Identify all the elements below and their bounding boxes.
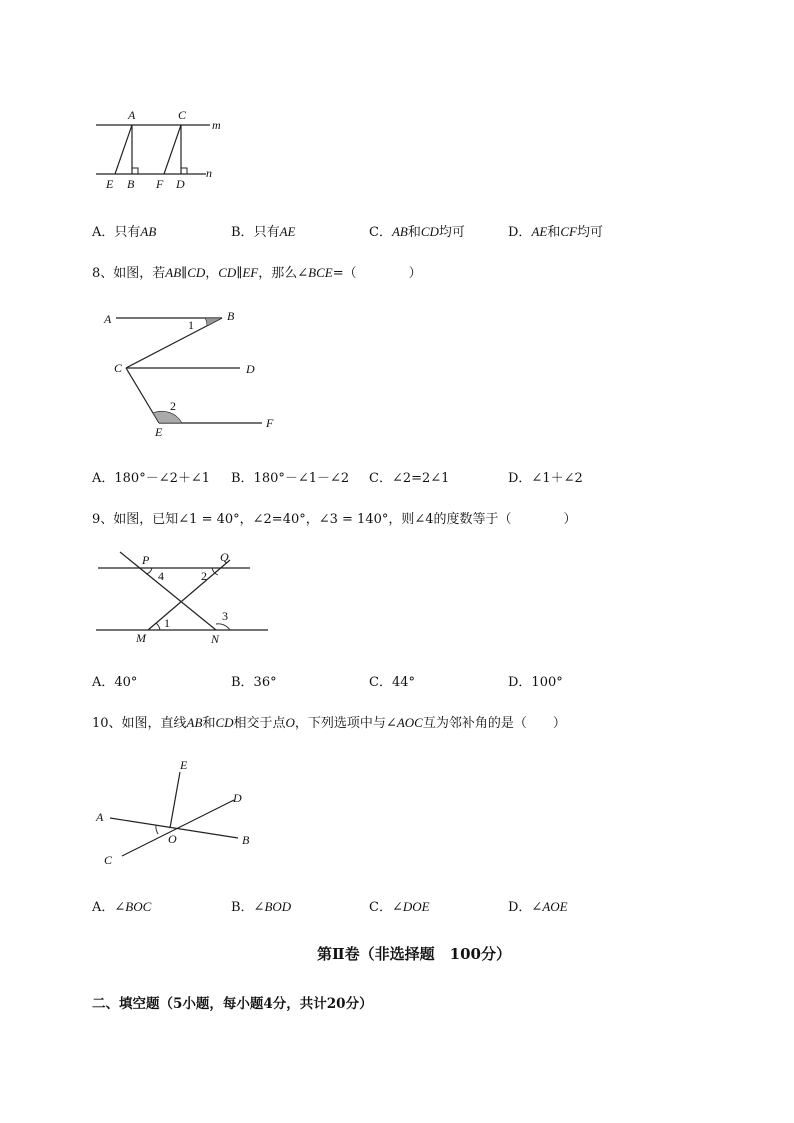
label-C: C — [178, 108, 187, 122]
label-angle-1: 1 — [188, 318, 194, 332]
q8-stem: 8、如图，若AB∥CD，CD∥EF，那么∠BCE=（ ） — [92, 265, 422, 281]
label-A: A — [104, 312, 112, 326]
label-P: P — [142, 553, 150, 567]
label-angle-2: 2 — [201, 569, 207, 583]
label-E: E — [106, 177, 114, 191]
part2-title: 第Ⅱ卷（非选择题 100分） — [317, 945, 511, 963]
label-C: C — [114, 361, 123, 375]
figure-q8 — [98, 302, 288, 442]
q10-option-b[interactable]: B．∠BOD — [231, 899, 292, 915]
label-B: B — [127, 177, 135, 191]
label-angle-2: 2 — [170, 399, 176, 413]
label-m: m — [212, 118, 221, 132]
label-angle-4: 4 — [158, 569, 164, 583]
q9-option-a[interactable]: A．40° — [92, 675, 138, 690]
label-D: D — [246, 362, 255, 376]
q7-option-b[interactable]: B．只有AE — [231, 224, 296, 240]
q8-option-a[interactable]: A．180°－∠2＋∠1 — [92, 471, 211, 486]
figure-q7 — [90, 104, 230, 196]
q7-option-a[interactable]: A．只有AB — [92, 224, 157, 240]
figure-q9 — [92, 546, 282, 650]
label-N: N — [211, 632, 220, 646]
label-D: D — [176, 177, 185, 191]
label-F: F — [266, 416, 274, 430]
label-E: E — [180, 758, 188, 772]
q9-option-c[interactable]: C．44° — [369, 675, 415, 690]
label-D: D — [233, 791, 242, 805]
q10-option-d[interactable]: D．∠AOE — [508, 899, 568, 915]
q10-option-a[interactable]: A．∠BOC — [92, 899, 152, 915]
q8-option-b[interactable]: B．180°－∠1－∠2 — [231, 471, 350, 486]
q9-option-b[interactable]: B．36° — [231, 675, 277, 690]
section-heading-fill-in: 二、填空题（5小题，每小题4分，共计20分） — [92, 996, 373, 1012]
label-B: B — [227, 309, 235, 323]
label-angle-1: 1 — [164, 616, 170, 630]
q7-option-c[interactable]: C．AB和CD均可 — [369, 224, 465, 240]
label-E: E — [155, 425, 163, 439]
label-angle-3: 3 — [222, 609, 228, 623]
q7-option-d[interactable]: D．AE和CF均可 — [508, 224, 603, 240]
label-A: A — [96, 810, 104, 824]
q10-stem: 10、如图，直线AB和CD相交于点O，下列选项中与∠AOC互为邻补角的是（ ） — [92, 715, 566, 731]
label-A: A — [128, 108, 136, 122]
label-Q: Q — [220, 550, 229, 564]
q9-option-d[interactable]: D．100° — [508, 675, 563, 690]
q8-option-d[interactable]: D．∠1＋∠2 — [508, 471, 583, 486]
label-B: B — [242, 833, 250, 847]
label-O: O — [168, 832, 177, 846]
label-M: M — [136, 631, 146, 645]
figure-q10 — [92, 754, 272, 870]
label-F: F — [156, 177, 164, 191]
label-C: C — [104, 853, 113, 867]
q9-stem: 9、如图，已知∠1 = 40°，∠2=40°，∠3 = 140°，则∠4的度数等于（ ） — [92, 512, 577, 527]
label-n: n — [206, 166, 212, 180]
q8-option-c[interactable]: C．∠2=2∠1 — [369, 471, 450, 486]
q10-option-c[interactable]: C．∠DOE — [369, 899, 430, 915]
